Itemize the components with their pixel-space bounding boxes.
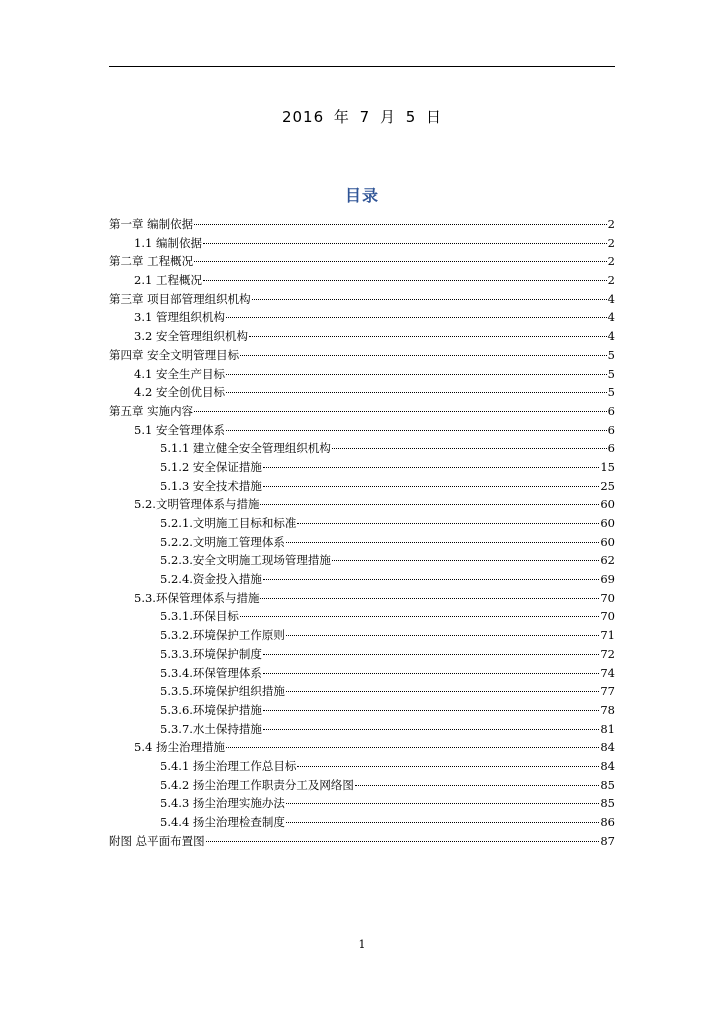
- toc-entry[interactable]: [109, 701, 615, 720]
- toc-dot-leader: [249, 336, 607, 337]
- toc-dot-leader: [226, 430, 607, 431]
- toc-entry-page: 85: [600, 777, 615, 792]
- toc-entry-label: 5.1.2 安全保证措施: [160, 459, 262, 474]
- page-number: 1: [358, 938, 366, 951]
- toc-entry[interactable]: [109, 439, 615, 458]
- toc-entry-page: 87: [600, 833, 615, 848]
- toc-dot-leader: [286, 542, 599, 543]
- toc-entry-page: 71: [600, 628, 615, 643]
- toc-entry-label: 5.3.5.环境保护组织措施: [160, 684, 285, 699]
- toc-entry[interactable]: [109, 551, 615, 570]
- toc-entry-label: 5.2.3.安全文明施工现场管理措施: [160, 553, 331, 568]
- toc-dot-leader: [194, 411, 607, 412]
- toc-entry-page: 4: [607, 291, 615, 306]
- toc-dot-leader: [286, 803, 599, 804]
- toc-entry-page: 69: [600, 572, 615, 587]
- toc-entry[interactable]: [109, 589, 615, 608]
- toc-dot-leader: [263, 467, 599, 468]
- toc-dot-leader: [252, 299, 607, 300]
- toc-dot-leader: [263, 729, 599, 730]
- toc-entry-label: 5.1.1 建立健全安全管理组织机构: [160, 441, 331, 456]
- toc-entry-page: 86: [600, 815, 615, 829]
- toc-entry[interactable]: [109, 327, 615, 346]
- header-rule: [109, 66, 615, 67]
- toc-entry-page: 5: [607, 366, 615, 381]
- toc-dot-leader: [332, 560, 599, 561]
- toc-entry-page: 4: [607, 329, 615, 344]
- toc-dot-leader: [297, 523, 599, 524]
- toc-entry-label: 1.1 编制依据: [134, 235, 202, 250]
- toc-entry-page: 84: [600, 740, 615, 755]
- toc-entry-label: 5.4.4 扬尘治理检查制度: [160, 815, 285, 829]
- toc-entry-label: 第二章 工程概况: [109, 254, 194, 269]
- toc-entry[interactable]: [109, 757, 615, 776]
- toc-entry-page: 5: [607, 347, 615, 362]
- toc-entry[interactable]: [109, 402, 615, 421]
- toc-entry-label: 5.3.7.水土保持措施: [160, 721, 262, 736]
- toc-dot-leader: [263, 710, 599, 711]
- toc-entry[interactable]: [109, 570, 615, 589]
- toc-entry-label: 5.1 安全管理体系: [134, 422, 225, 437]
- toc-entry-page: 70: [600, 609, 615, 624]
- toc-entry-label: 5.3.6.环境保护措施: [160, 702, 262, 717]
- toc-dot-leader: [194, 224, 607, 225]
- toc-entry-label: 5.4.2 扬尘治理工作职责分工及网络图: [160, 777, 354, 792]
- toc-entry[interactable]: [109, 346, 615, 365]
- document-date: 2016 年 7 月 5 日: [281, 108, 443, 126]
- toc-dot-leader: [240, 616, 599, 617]
- toc-entry-label: 5.4.3 扬尘治理实施办法: [160, 796, 285, 811]
- toc-entry-label: 5.4 扬尘治理措施: [134, 740, 225, 755]
- toc-entry-label: 5.2.4.资金投入措施: [160, 572, 262, 587]
- toc-dot-leader: [263, 673, 599, 674]
- toc-entry[interactable]: [109, 720, 615, 739]
- toc-entry-page: 6: [607, 422, 615, 437]
- toc-entry-label: 5.1.3 安全技术措施: [160, 478, 262, 493]
- toc-entry-label: 4.2 安全创优目标: [134, 385, 225, 400]
- toc-entry-label: 3.2 安全管理组织机构: [134, 329, 248, 344]
- toc-entry-label: 2.1 工程概况: [134, 273, 202, 288]
- toc-dot-leader: [260, 504, 599, 505]
- toc-entry[interactable]: [109, 215, 615, 234]
- toc-entry[interactable]: [109, 813, 615, 832]
- toc-dot-leader: [226, 747, 599, 748]
- toc-entry[interactable]: [109, 626, 615, 645]
- toc-entry[interactable]: [109, 645, 615, 664]
- toc-entry-page: 5: [607, 385, 615, 400]
- toc-entry[interactable]: [109, 477, 615, 496]
- toc-entry-page: 6: [607, 403, 615, 418]
- toc-entry[interactable]: [109, 776, 615, 795]
- toc-dot-leader: [226, 392, 607, 393]
- toc-entry-page: 77: [600, 684, 615, 699]
- toc-entry[interactable]: [109, 421, 615, 440]
- toc-entry-label: 5.3.2.环境保护工作原则: [160, 628, 285, 643]
- toc-entry-label: 第三章 项目部管理组织机构: [109, 291, 251, 306]
- toc-entry-label: 5.2.文明管理体系与措施: [134, 497, 260, 512]
- toc-entry-label: 第四章 安全文明管理目标: [109, 347, 240, 362]
- toc-entry-page: 60: [600, 534, 615, 549]
- toc-dot-leader: [297, 766, 599, 767]
- toc-entry-page: 2: [607, 254, 615, 269]
- toc-entry-page: 84: [600, 758, 615, 773]
- toc-dot-leader: [226, 374, 607, 375]
- toc-dot-leader: [203, 280, 607, 281]
- toc-entry[interactable]: [109, 383, 615, 402]
- toc-entry-label: 5.3.4.环保管理体系: [160, 665, 262, 680]
- toc-entry-page: 2: [607, 217, 615, 231]
- toc-entry[interactable]: [109, 514, 615, 533]
- toc-entry-page: 72: [600, 646, 615, 661]
- toc-dot-leader: [226, 317, 607, 318]
- toc-entry[interactable]: [109, 607, 615, 626]
- toc-entry[interactable]: [109, 794, 615, 813]
- toc-entry-label: 第一章 编制依据: [109, 217, 194, 231]
- toc-entry-page: 78: [600, 702, 615, 717]
- toc-entry-page: 15: [600, 459, 615, 474]
- toc-dot-leader: [194, 261, 607, 262]
- toc-entry[interactable]: [109, 664, 615, 683]
- toc-dot-leader: [286, 822, 599, 823]
- toc-dot-leader: [203, 243, 607, 244]
- toc-dot-leader: [263, 654, 599, 655]
- toc-entry-page: 2: [607, 235, 615, 250]
- toc-entry[interactable]: [109, 252, 615, 271]
- toc-entry[interactable]: [109, 458, 615, 477]
- toc-entry-page: 60: [600, 497, 615, 512]
- toc-entry[interactable]: [109, 495, 615, 514]
- toc-dot-leader: [206, 841, 600, 842]
- table-of-contents: [109, 215, 615, 850]
- toc-entry-label: 第五章 实施内容: [109, 403, 194, 418]
- toc-entry-label: 5.2.1.文明施工目标和标准: [160, 516, 297, 530]
- toc-entry-page: 74: [600, 665, 615, 680]
- toc-title: 目录: [344, 186, 379, 205]
- toc-entry-page: 62: [600, 553, 615, 568]
- toc-dot-leader: [260, 598, 599, 599]
- toc-dot-leader: [332, 448, 607, 449]
- toc-entry-page: 60: [600, 516, 615, 530]
- toc-entry-label: 5.4.1 扬尘治理工作总目标: [160, 758, 297, 773]
- toc-entry[interactable]: [109, 738, 615, 757]
- toc-entry-label: 5.2.2.文明施工管理体系: [160, 534, 285, 549]
- toc-entry[interactable]: [109, 533, 615, 552]
- toc-dot-leader: [263, 486, 599, 487]
- toc-entry-page: 81: [600, 721, 615, 736]
- toc-entry-page: 70: [600, 590, 615, 605]
- toc-entry-page: 85: [600, 796, 615, 811]
- toc-dot-leader: [286, 691, 599, 692]
- toc-entry[interactable]: [109, 832, 615, 851]
- toc-entry-label: 3.1 管理组织机构: [134, 310, 225, 325]
- toc-entry-page: 2: [607, 273, 615, 288]
- toc-entry-page: 25: [600, 478, 615, 493]
- toc-entry-label: 4.1 安全生产目标: [134, 366, 225, 381]
- toc-entry[interactable]: [109, 271, 615, 290]
- toc-entry[interactable]: [109, 234, 615, 253]
- toc-entry-label: 5.3.1.环保目标: [160, 609, 239, 624]
- toc-dot-leader: [355, 785, 599, 786]
- toc-entry-page: 6: [607, 441, 615, 456]
- toc-entry-label: 5.3.3.环境保护制度: [160, 646, 262, 661]
- toc-entry[interactable]: [109, 290, 615, 309]
- toc-dot-leader: [240, 355, 607, 356]
- toc-entry[interactable]: [109, 682, 615, 701]
- toc-entry[interactable]: [109, 308, 615, 327]
- toc-dot-leader: [286, 635, 599, 636]
- toc-entry-label: 5.3.环保管理体系与措施: [134, 590, 260, 605]
- toc-entry[interactable]: [109, 365, 615, 384]
- toc-entry-page: 4: [607, 310, 615, 325]
- toc-dot-leader: [263, 579, 599, 580]
- toc-entry-label: 附图 总平面布置图: [109, 833, 205, 848]
